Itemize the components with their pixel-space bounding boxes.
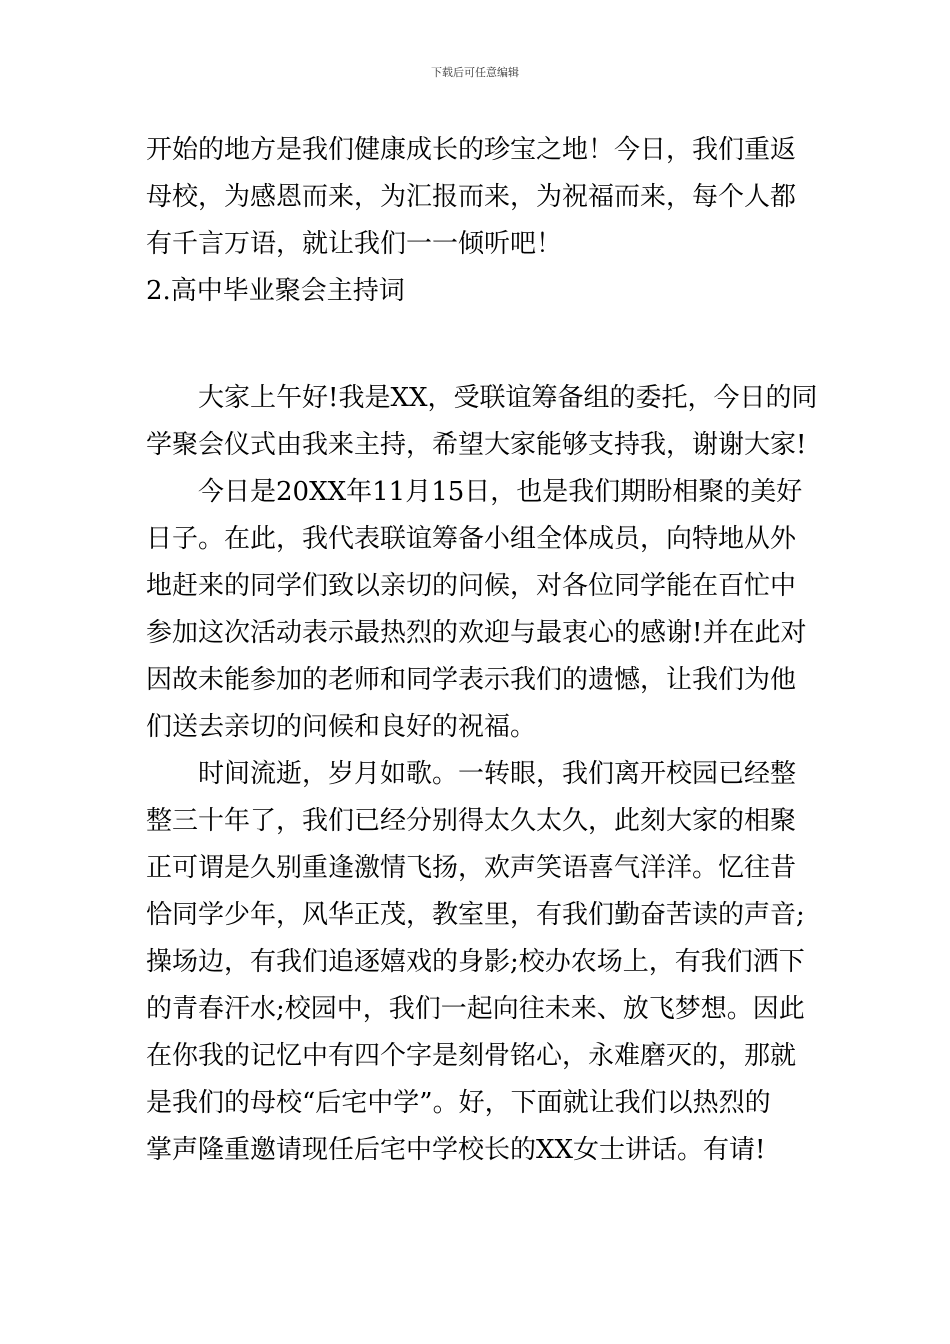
paragraph-line: 时间流逝，岁月如歌。一转眼，我们离开校园已经整 <box>198 759 797 789</box>
paragraph-line: 是我们的母校“后宅中学”。好，下面就让我们以热烈的 <box>146 1088 771 1118</box>
paragraph-greeting <box>146 375 816 469</box>
paragraph-welcome <box>146 469 816 751</box>
paragraph-line: 今日是20XX年11月15日，也是我们期盼相聚的美好 <box>198 477 803 507</box>
intro-line: 开始的地方是我们健康成长的珍宝之地！今日，我们重返 <box>146 135 797 165</box>
paragraph-memories <box>146 751 816 1174</box>
paragraph-line: 学聚会仪式由我来主持，希望大家能够支持我，谢谢大家! <box>146 430 807 460</box>
intro-line: 母校，为感恩而来，为汇报而来，为祝福而来，每个人都 <box>146 182 797 212</box>
paragraph-line: 操场边，有我们追逐嬉戏的身影;校办农场上，有我们洒下 <box>146 947 805 977</box>
paragraph-line: 在你我的记忆中有四个字是刻骨铭心，永难磨灭的，那就 <box>146 1041 797 1071</box>
intro-line: 有千言万语，就让我们一一倾听吧！ <box>146 229 563 259</box>
section-heading: 2.高中毕业聚会主持词 <box>146 276 405 306</box>
paragraph-line: 因故未能参加的老师和同学表示我们的遗憾，让我们为他 <box>146 665 797 695</box>
header-note: 下载后可任意编辑 <box>431 66 519 79</box>
paragraph-line: 地赶来的同学们致以亲切的问候，对各位同学能在百忙中 <box>146 571 797 601</box>
paragraph-line: 正可谓是久别重逢激情飞扬，欢声笑语喜气洋洋。忆往昔 <box>146 853 797 883</box>
paragraph-line: 的青春汗水;校园中，我们一起向往未来、放飞梦想。因此 <box>146 994 805 1024</box>
paragraph-line: 恰同学少年，风华正茂，教室里，有我们勤奋苦读的声音; <box>146 900 805 930</box>
paragraph-line: 整三十年了，我们已经分别得太久太久，此刻大家的相聚 <box>146 806 797 836</box>
paragraph-line: 掌声隆重邀请现任后宅中学校长的XX女士讲话。有请! <box>146 1135 766 1165</box>
paragraph-line: 参加这次活动表示最热烈的欢迎与最衷心的感谢!并在此对 <box>146 618 807 648</box>
intro-paragraph <box>146 127 816 315</box>
paragraph-line: 日子。在此，我代表联谊筹备小组全体成员，向特地从外 <box>146 524 797 554</box>
paragraph-line: 大家上午好!我是XX，受联谊筹备组的委托，今日的同 <box>198 383 818 413</box>
paragraph-line: 们送去亲切的问候和良好的祝福。 <box>146 712 537 742</box>
